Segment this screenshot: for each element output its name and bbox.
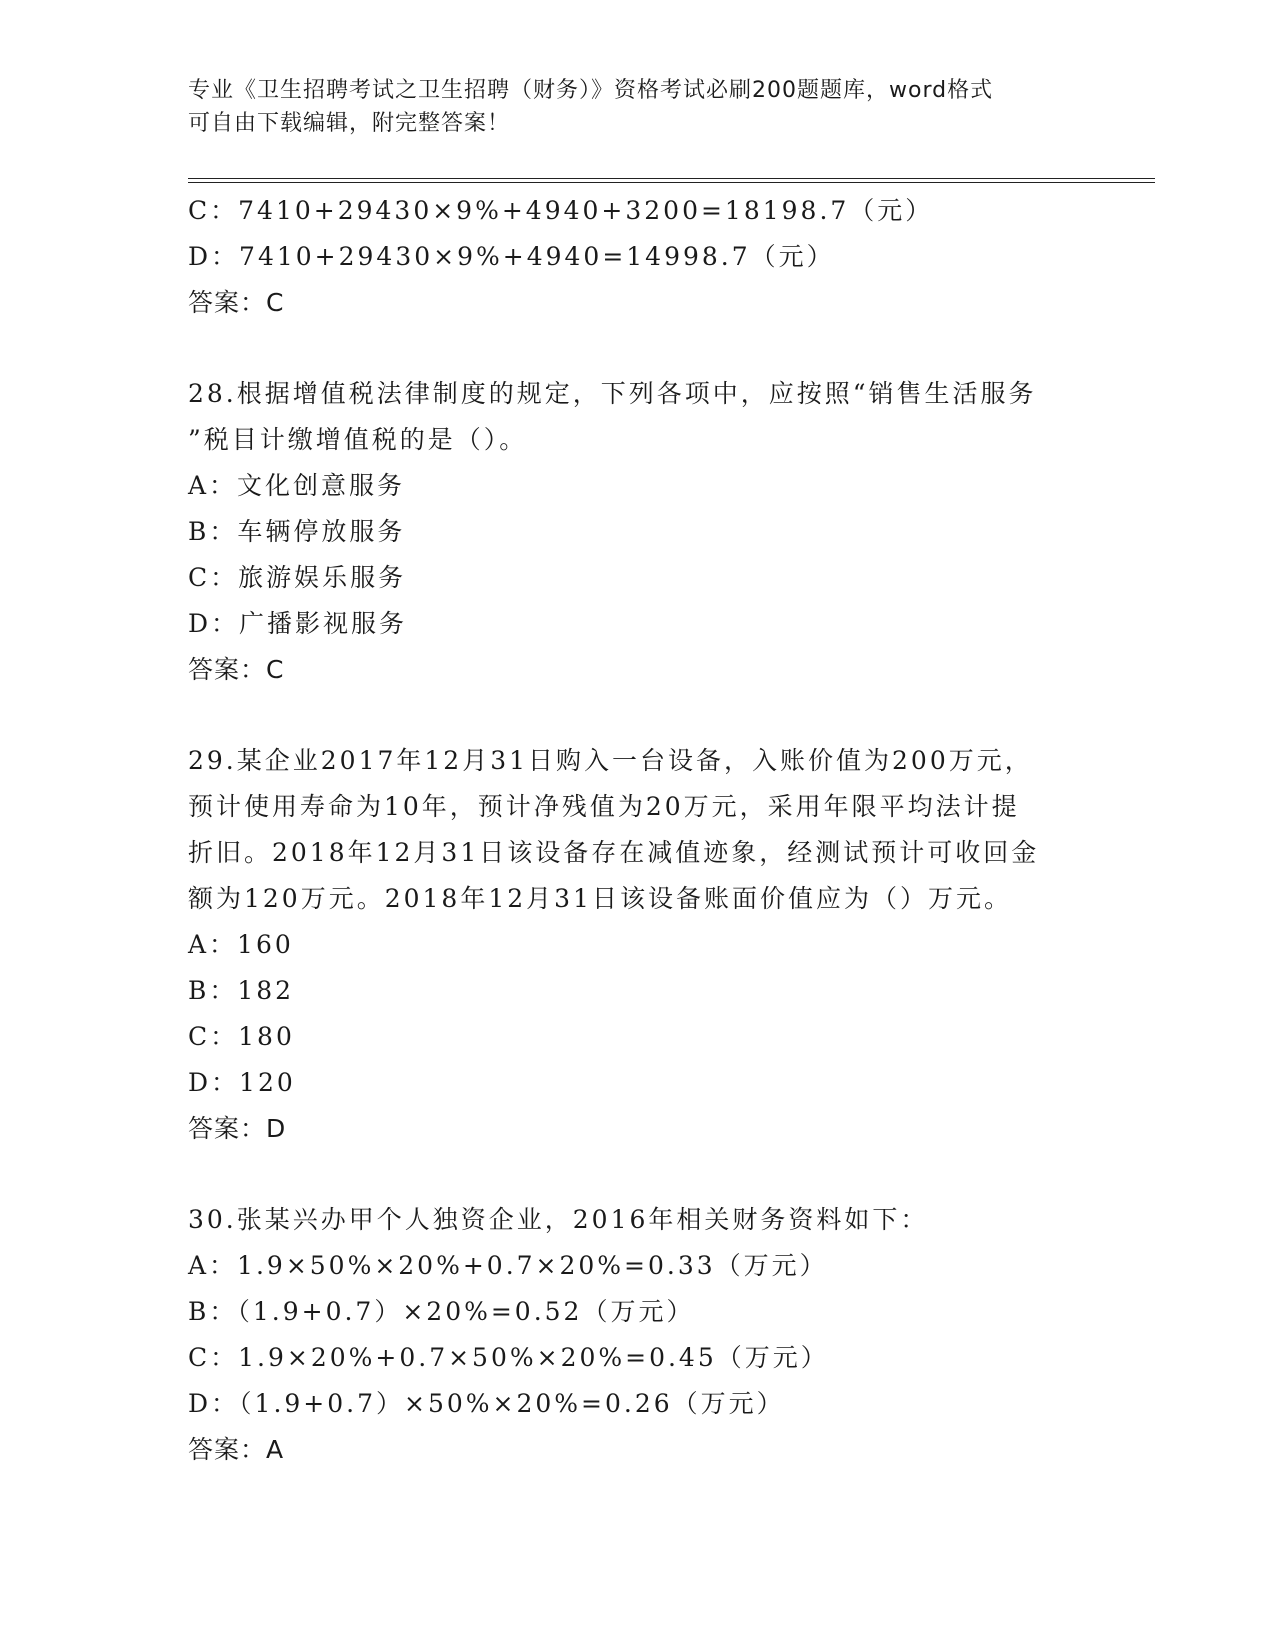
option-d: D：广播影视服务 — [188, 609, 408, 638]
question-stem-line: 29.某企业2017年12月31日购入一台设备，入账价值为200万元， — [188, 746, 1033, 775]
option-b: B：182 — [188, 976, 295, 1005]
answer-line: 答案：C — [188, 655, 285, 684]
option-a: A：160 — [188, 930, 294, 959]
option-c: C：1.9×20%+0.7×50%×20%=0.45（万元） — [188, 1343, 829, 1372]
option-d: D：7410+29430×9%+4940=14998.7（元） — [188, 242, 835, 271]
question-stem-line: 30.张某兴办甲个人独资企业，2016年相关财务资料如下： — [188, 1205, 929, 1234]
header-divider — [188, 178, 1155, 183]
option-c: C：180 — [188, 1022, 295, 1051]
question-28 — [188, 371, 1108, 693]
question-stem-line: ”税目计缴增值税的是（）。 — [188, 425, 528, 454]
question-stem-line: 28.根据增值税法律制度的规定，下列各项中，应按照“销售生活服务 — [188, 379, 1037, 408]
question-29 — [188, 738, 1108, 1152]
question-30 — [188, 1197, 1108, 1473]
option-b: B：（1.9+0.7）×20%=0.52（万元） — [188, 1297, 695, 1326]
header-line-2: 可自由下载编辑，附完整答案！ — [188, 111, 511, 136]
answer-line: 答案：A — [188, 1435, 285, 1464]
question-stem-line: 额为120万元。2018年12月31日该设备账面价值应为（）万元。 — [188, 884, 1012, 913]
option-a: A：1.9×50%×20%+0.7×20%=0.33（万元） — [188, 1251, 828, 1280]
answer-line: 答案：C — [188, 288, 285, 317]
question-list — [188, 188, 1108, 1473]
question-stem-line: 预计使用寿命为10年，预计净残值为20万元，采用年限平均法计提 — [188, 792, 1020, 821]
option-c: C：7410+29430×9%+4940+3200=18198.7（元） — [188, 196, 934, 225]
question-stem-line: 折旧。2018年12月31日该设备存在减值迹象，经测试预计可收回金 — [188, 838, 1040, 867]
question-27-tail — [188, 188, 1108, 326]
option-b: B：车辆停放服务 — [188, 517, 406, 546]
page-header — [188, 74, 1088, 140]
option-d: D：120 — [188, 1068, 296, 1097]
option-c: C：旅游娱乐服务 — [188, 563, 407, 592]
option-a: A：文化创意服务 — [188, 471, 406, 500]
spacer — [188, 326, 1108, 371]
header-line-1: 专业《卫生招聘考试之卫生招聘（财务）》资格考试必刷200题题库，word格式 — [188, 78, 994, 103]
spacer — [188, 1152, 1108, 1197]
spacer — [188, 693, 1108, 738]
option-d: D：（1.9+0.7）×50%×20%=0.26（万元） — [188, 1389, 785, 1418]
answer-line: 答案：D — [188, 1114, 287, 1143]
